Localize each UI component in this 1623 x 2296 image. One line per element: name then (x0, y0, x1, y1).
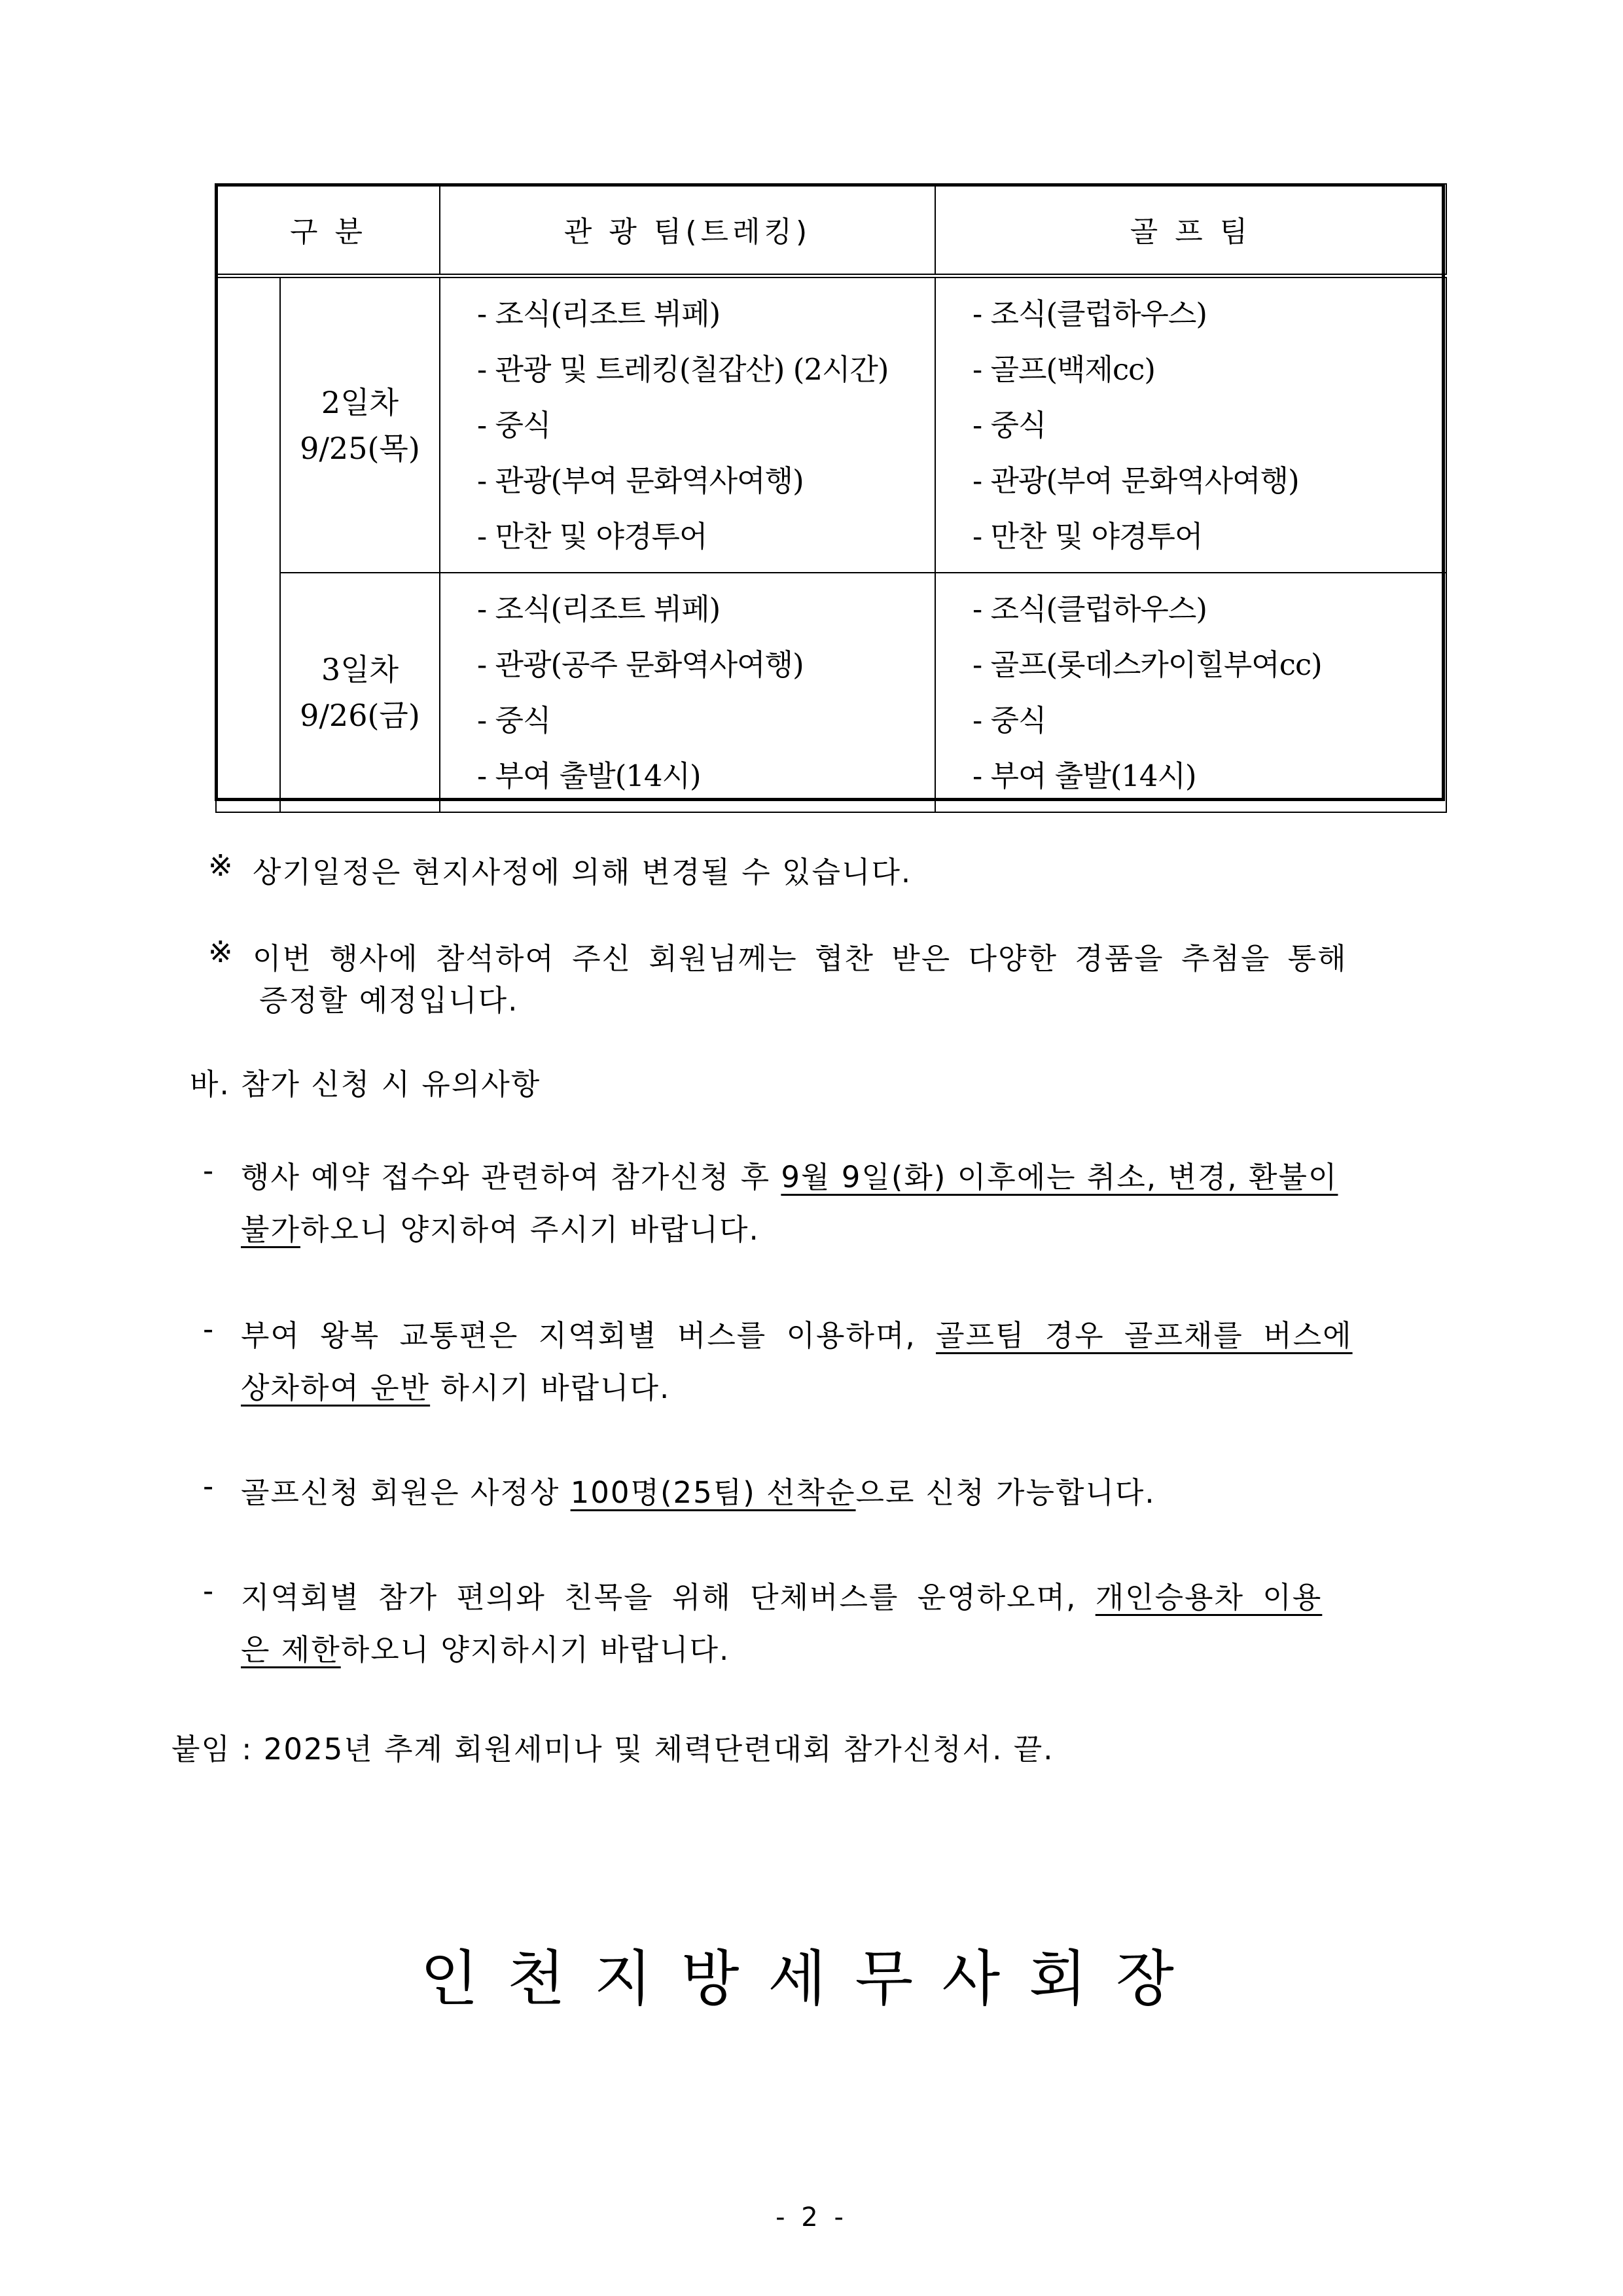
list-item: - 조식(클럽하우스) (972, 592, 1207, 626)
list-item: - 골프(롯데스카이힐부여cc) (972, 647, 1322, 682)
dash-marker: - (203, 1469, 215, 1503)
note-mark: ※ (208, 848, 233, 883)
header-tour-team: 관 광 팀(트레킹) (440, 184, 935, 276)
notice-underlined: 골프팀 경우 골프채를 버스에 (936, 1318, 1353, 1353)
header-golf-team: 골 프 팀 (935, 184, 1446, 276)
notice-item-1-line2 (241, 1206, 760, 1248)
notice-text: 하오니 양지하여 주시기 바랍니다. (300, 1212, 760, 1247)
list-item: - 만찬 및 야경투어 (477, 519, 707, 554)
notice-item-1-line1 (241, 1153, 1338, 1196)
table-row (216, 573, 1446, 812)
notice-text: 지역회별 참가 편의와 친목을 위해 단체버스를 운영하오며, (241, 1580, 1096, 1615)
notice-text: 행사 예약 접수와 관련하여 참가신청 후 (241, 1160, 781, 1194)
list-item: - 부여 출발(14시) (972, 759, 1196, 793)
table-header-row (216, 184, 1446, 276)
notice-item-2-line1 (241, 1312, 1353, 1354)
dash-marker: - (203, 1153, 215, 1188)
list-item: - 관광(부여 문화역사여행) (477, 463, 804, 498)
list-item: - 관광(부여 문화역사여행) (972, 463, 1299, 498)
list-item: - 중식 (972, 703, 1046, 738)
note-mark: ※ (208, 935, 233, 969)
day-cell (280, 276, 440, 573)
list-item: - 중식 (972, 408, 1046, 442)
golf-schedule-cell (935, 573, 1446, 812)
notice-text: 부여 왕복 교통편은 지역회별 버스를 이용하며, (241, 1318, 936, 1353)
list-item: - 조식(리조트 뷔페) (477, 592, 721, 626)
notice-item-2-line2 (241, 1364, 670, 1407)
note-prize-line2: 증정할 예정입니다. (259, 983, 519, 1018)
notice-text: 하시기 바랍니다. (430, 1371, 671, 1405)
table-row (216, 276, 1446, 573)
list-item: - 조식(클럽하우스) (972, 296, 1207, 331)
header-category: 구 분 (216, 184, 440, 276)
notice-underlined: 은 제한 (241, 1632, 341, 1667)
dash-marker: - (203, 1312, 215, 1346)
section-heading: 바. 참가 신청 시 유의사항 (190, 1067, 541, 1102)
list-item: - 관광 및 트레킹(칠갑산) (2시간) (477, 352, 889, 387)
signature-title: 인천지방세무사회장 (420, 1944, 1203, 2014)
notice-item-4-line2 (241, 1626, 730, 1668)
notice-item-4-line1 (241, 1573, 1322, 1616)
attachment-line: 붙임 : 2025년 추계 회원세미나 및 체력단련대회 참가신청서. 끝. (171, 1732, 1054, 1767)
tour-schedule-cell (440, 276, 935, 573)
notice-text: 골프신청 회원은 사정상 (241, 1475, 571, 1510)
tour-schedule-cell (440, 573, 935, 812)
list-item: - 만찬 및 야경투어 (972, 519, 1203, 554)
list-item: - 부여 출발(14시) (477, 759, 701, 793)
list-item: - 중식 (477, 408, 551, 442)
list-item: - 골프(백제cc) (972, 352, 1155, 387)
notice-item-3 (241, 1469, 1156, 1511)
day-label: 3일차 (321, 652, 399, 687)
notice-underlined: 개인승용차 이용 (1095, 1580, 1323, 1615)
golf-schedule-cell (935, 276, 1446, 573)
note-schedule-change: 상기일정은 현지사정에 의해 변경될 수 있습니다. (253, 855, 912, 889)
list-item: - 중식 (477, 703, 551, 738)
list-item: - 조식(리조트 뷔페) (477, 296, 721, 331)
note-prize-line1: 이번 행사에 참석하여 주신 회원님께는 협찬 받은 다양한 경품을 추첨을 통해 (253, 941, 1347, 976)
blank-cell (216, 276, 280, 813)
notice-underlined: 상차하여 운반 (241, 1371, 431, 1405)
dash-marker: - (203, 1573, 215, 1608)
notice-underlined: 100명(25팀) 선착순 (570, 1475, 856, 1510)
day-label: 2일차 (321, 384, 399, 420)
page-number: - 2 - (776, 2202, 847, 2233)
day-date: 9/26(금) (300, 698, 420, 733)
list-item: - 관광(공주 문화역사여행) (477, 647, 804, 682)
day-cell (280, 573, 440, 812)
schedule-table (215, 183, 1447, 813)
notice-underlined: 9월 9일(화) 이후에는 취소, 변경, 환불이 (781, 1160, 1338, 1194)
day-date: 9/25(목) (300, 430, 420, 466)
notice-text: 으로 신청 가능합니다. (855, 1475, 1156, 1510)
notice-text: 하오니 양지하시기 바랍니다. (340, 1632, 730, 1667)
notice-underlined: 불가 (241, 1212, 300, 1247)
